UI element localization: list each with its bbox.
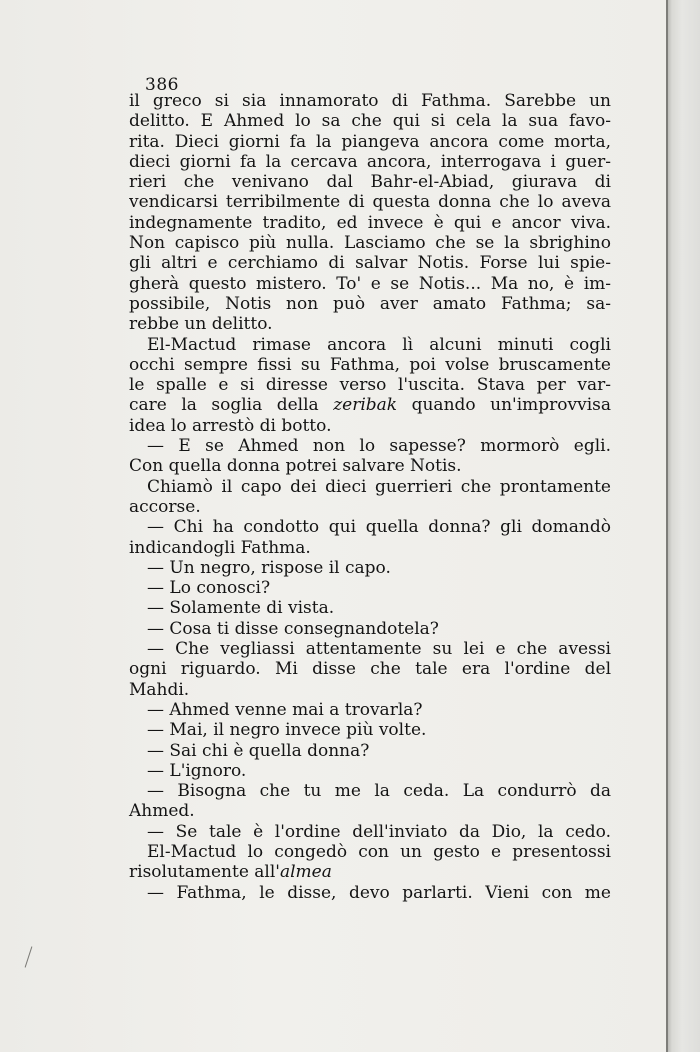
text-line: — E se Ahmed non lo sapesse? mormorò egli.	[147, 436, 611, 457]
text-line: Mahdi.	[129, 679, 190, 700]
text-line: Non capisco più nulla. Lasciamo che se la sbrighino	[129, 233, 611, 254]
text-line: Ahmed.	[129, 801, 195, 822]
text-line: rita. Dieci giorni fa la piangeva ancora come morta,	[129, 131, 611, 152]
text-line: — Fathma, le disse, devo parlarti. Vieni con me	[147, 882, 611, 903]
text-line: — Sai chi è quella donna?	[147, 740, 370, 761]
margin-pencil-mark	[25, 946, 33, 967]
text-line: El-Mactud lo congedò con un gesto e presentossi	[147, 841, 611, 862]
text-line: — Ahmed venne mai a trovarla?	[147, 699, 423, 720]
text-line: — Un negro, rispose il capo.	[147, 557, 391, 578]
text-line: il greco si sia innamorato di Fathma. Sarebbe un	[129, 91, 611, 111]
text-line: risolutamente all'almea	[129, 862, 332, 883]
facing-page-edge	[668, 0, 700, 1052]
text-line: gli altri e cerchiamo di salvar Notis. Forse lui spie-	[129, 253, 611, 274]
text-line: possibile, Notis non può aver amato Fathma; sa-	[129, 293, 611, 314]
text-line: occhi sempre fissi su Fathma, poi volse bruscamente	[129, 354, 611, 375]
text-line: — Se tale è l'ordine dell'inviato da Dio, la cedo.	[147, 821, 611, 842]
text-line: — L'ignoro.	[147, 760, 247, 781]
text-line: — Mai, il negro invece più volte.	[147, 720, 427, 741]
italic-term: almea	[279, 862, 332, 883]
page-number: 386	[145, 75, 179, 95]
text-line: rebbe un delitto.	[129, 314, 273, 335]
text-line: — Solamente di vista.	[147, 598, 335, 619]
text-line: dieci giorni fa la cercava ancora, interrogava i guer-	[129, 151, 611, 172]
text-line: — Cosa ti disse consegnandotela?	[147, 618, 439, 639]
text-line: ogni riguardo. Mi disse che tale era l'ordine del	[129, 659, 611, 680]
text-line: care la soglia della zeribak quando un'improvvisa	[129, 395, 611, 416]
text-line: Chiamò il capo dei dieci guerrieri che prontamente	[147, 476, 611, 497]
text-line: Con quella donna potrei salvare Notis.	[129, 456, 462, 477]
text-line: indicandogli Fathma.	[129, 537, 311, 558]
text-line: accorse.	[129, 496, 201, 517]
text-line: — Chi ha condotto qui quella donna? gli domandò	[147, 517, 611, 538]
text-line: delitto. E Ahmed lo sa che qui si cela la sua favo-	[129, 111, 611, 132]
text-line: indegnamente tradito, ed invece è qui e ancor viva.	[129, 212, 611, 233]
text-line: gherà questo mistero. To' e se Notis... Ma no, è im-	[129, 273, 611, 294]
text-line: — Lo conosci?	[147, 578, 271, 599]
italic-term: zeribak	[333, 395, 398, 416]
text-line: le spalle e si diresse verso l'uscita. Stava per var-	[129, 375, 611, 396]
text-line: El-Mactud rimase ancora lì alcuni minuti cogli	[147, 334, 611, 355]
text-line: — Bisogna che tu me la ceda. La condurrò da	[147, 781, 611, 802]
text-line: — Che vegliassi attentamente su lei e che avessi	[147, 639, 611, 660]
text-line: rieri che venivano dal Bahr-el-Abiad, giurava di	[129, 172, 611, 193]
body-text	[129, 91, 611, 903]
text-line: idea lo arrestò di botto.	[129, 415, 332, 436]
text-line: vendicarsi terribilmente di questa donna che lo aveva	[129, 192, 611, 213]
